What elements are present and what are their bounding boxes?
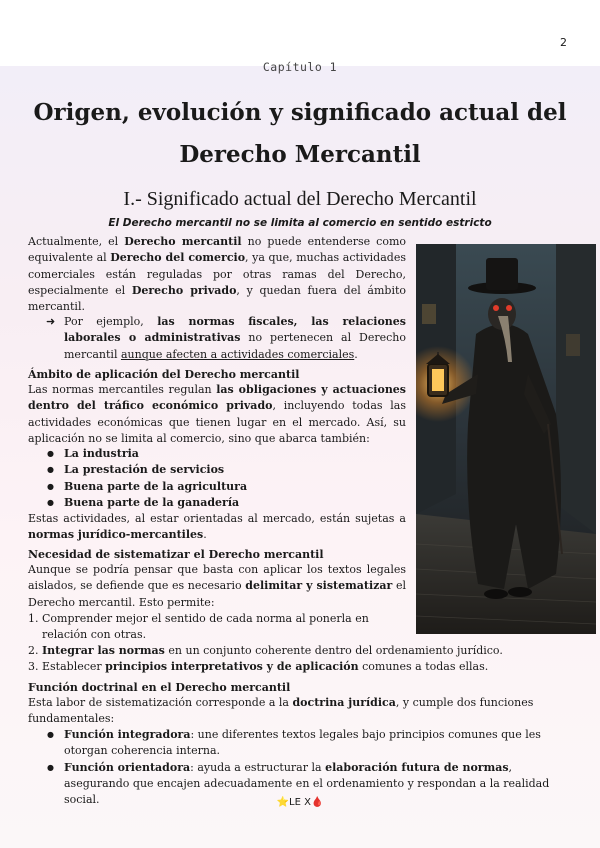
necesidad-text: el Derecho mercantil. Esto permite: <box>28 579 406 609</box>
page-title <box>20 92 580 176</box>
section-title: I.- Significado actual del Derecho Mercantil <box>123 188 477 210</box>
arrow-underlined: aunque afecten a actividades comerciales <box>120 347 355 361</box>
funcion-text: , y cumple dos funciones fundamentales: <box>28 696 534 726</box>
funcion-bold: doctrina jurídica <box>292 696 396 709</box>
list-item: ● Buena parte de la ganadería <box>28 495 408 511</box>
ambito-closing-bold: normas jurídico-mercantiles <box>28 528 204 542</box>
page-number: 2 <box>560 36 567 49</box>
heading-necesidad: Necesidad de sistematizar el Derecho mercantil <box>28 548 324 561</box>
intro-text: no puede entenderse como equivalente al <box>28 235 406 265</box>
intro-text: , y quedan fuera del ámbito mercantil. <box>28 283 406 314</box>
ambito-closing-text: . <box>203 528 207 542</box>
footer-text: LE X <box>289 797 311 808</box>
intro-text: , ya que, muchas actividades comerciales están reguladas por otras ramas del Derecho, especialmente el <box>28 251 406 297</box>
title-line-2: Derecho Mercantil <box>179 141 421 168</box>
star-icon: ⭐ <box>276 797 290 808</box>
heading-funcion: Función doctrinal en el Derecho mercantil <box>28 681 291 694</box>
list-item: 3. Establecer principios interpretativos y de aplicación comunes a todas ellas. <box>28 660 489 674</box>
intro-text: Actualmente, el <box>28 235 125 248</box>
list-item: ● Buena parte de la agricultura <box>28 479 408 495</box>
plague-doctor-illustration <box>416 244 596 634</box>
arrow-text: no pertenecen al Derecho mercantil <box>64 331 407 361</box>
intro-bold: Derecho privado <box>131 283 237 297</box>
arrow-text: Por ejemplo, <box>64 315 158 328</box>
arrow-bold: las normas fiscales, las relaciones laborales o administrativas <box>64 315 406 345</box>
funcion-text: Esta labor de sistematización corresponde a la <box>28 696 293 709</box>
chapter-label: Capítulo 1 <box>262 60 338 74</box>
list-item: ● La industria <box>28 446 408 462</box>
necesidad-list <box>28 611 408 644</box>
list-item: 2. Integrar las normas en un conjunto coherente dentro del ordenamiento jurídico. <box>28 644 503 657</box>
ambito-paragraph <box>28 382 406 447</box>
arrow-bullet <box>46 314 406 363</box>
intro-bold: Derecho mercantil <box>124 235 242 248</box>
funcion-paragraph <box>28 695 568 728</box>
ambito-closing-text: Estas actividades, al estar orientadas al mercado, están sujetas a <box>28 512 406 525</box>
heading-ambito: Ámbito de aplicación del Derecho mercantil <box>28 368 300 381</box>
footer-signature <box>0 797 600 808</box>
necesidad-paragraph <box>28 562 406 611</box>
necesidad-text: Aunque se podría pensar que basta con aplicar los textos legales aislados, se defiende que es necesario <box>28 563 406 593</box>
ambito-text: , incluyendo todas las actividades económicas que tienen lugar en el mercado. Así, su aplicación no se limita al comercio, sino que abarca también: <box>28 399 406 445</box>
list-item: ● Función orientadora: ayuda a estructurar la elaboración futura de normas, asegurando que encajen adecuadamente en el ordenamiento y respondan a la realidad social. <box>28 760 568 809</box>
list-item: ● Función integradora: une diferentes textos legales bajo principios comunes que les otorgan coherencia interna. <box>28 727 568 760</box>
ambito-closing <box>28 511 406 544</box>
list-item: 1. Comprender mejor el sentido de cada norma al ponerla en relación con otras. <box>28 612 369 642</box>
section-subtitle: El Derecho mercantil no se limita al comercio en sentido estricto <box>108 217 492 229</box>
list-item: ● La prestación de servicios <box>28 462 408 478</box>
blood-drop-icon: 🩸 <box>310 797 324 808</box>
ambito-text: Las normas mercantiles regulan <box>28 383 217 396</box>
arrow-text: . <box>354 347 358 361</box>
ambito-list <box>28 446 408 511</box>
necesidad-bold: delimitar y sistematizar <box>245 579 393 593</box>
ambito-bold: las obligaciones y actuaciones dentro del tráfico económico privado <box>28 383 407 413</box>
intro-bold: Derecho del comercio <box>110 251 246 265</box>
intro-paragraph <box>28 234 406 315</box>
arrow-right-icon: ➜ <box>46 315 56 328</box>
necesidad-list-wide <box>28 643 600 676</box>
title-line-1: Origen, evolución y significado actual del <box>33 99 567 126</box>
